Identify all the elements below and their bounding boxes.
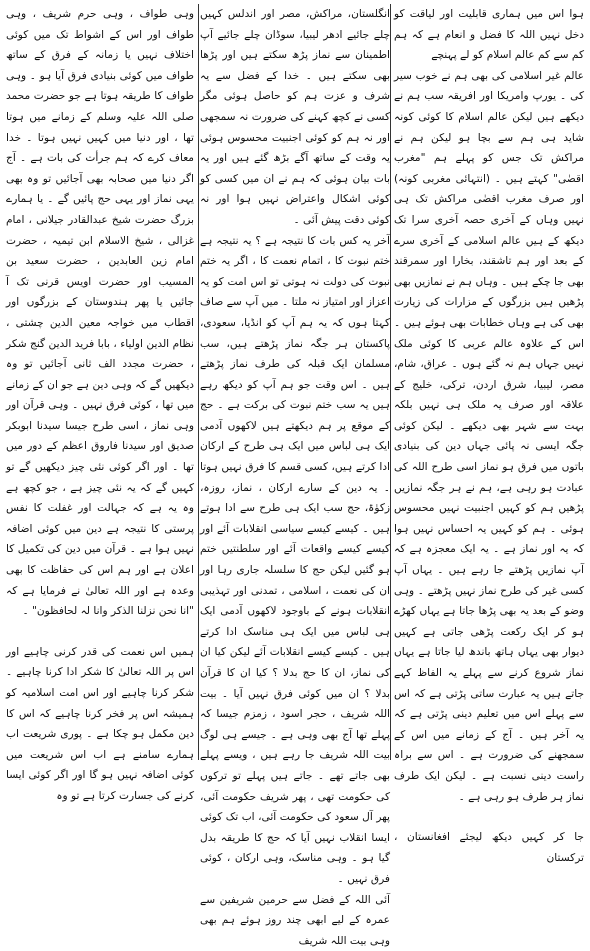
paragraph: ہوا اس میں ہماری قابلیت اور لیاقت کو دخل نہیں اللہ کا فضل و انعام ہے کہ ہم کم سے کم عالم اسلام کو لے پہنچے	[394, 8, 584, 62]
paragraph: آئی اللہ کے فضل سے حرمین شریفین سے عمرہ کے لیے ابھی چند روز ہوئے ہم بھی وہی بیت اللہ شریف	[200, 893, 390, 947]
paragraph: ہمیں اس نعمت کی قدر کرنی چاہیے اور اس پر اللہ تعالیٰ کا شکر ادا کرنا چاہیے ۔ شکر کرنا چاہیے اور اس امت اسلامیہ کو ہمیشہ اس پر فخر کرنا چاہیے کہ اس کا دین مکمل ہو چکا ہے ۔ پوری شریعت اب ہمارے سامنے ہے اب اس شریعت میں کوئی اضافہ نہیں ہو گا اور اگر کوئی ایسا کرنے کی جسارت کرتا ہے تو وہ	[6, 645, 194, 802]
column-divider	[390, 4, 391, 760]
column-divider	[198, 4, 199, 760]
text-column-right	[394, 4, 584, 864]
text-column-middle	[200, 4, 390, 947]
paragraph: آخر یہ کس بات کا نتیجہ ہے ؟ یہ نتیجہ ہے ختم نبوت کا ، اتمام نعمت کا ، اگر یہ ختم نبوت کی دولت نہ ہوتی تو اس امت کو یہ اعزاز اور امتیاز نہ ملتا ۔ میں آپ سے صاف کہتا ہوں کہ یہ ہم آپ کو انڈیا، سعودی، پاکستان ہر جگہ نماز پڑھتے ہیں، سب مسلمان ایک قبلہ کی طرف نماز پڑھتے ہیں ۔ اس وقت جو ہم آپ کو دیکھ رہے ہیں یہ سب ختم نبوت کی برکت ہے ۔ حج کے موقع پر ہم دیکھتے ہیں لاکھوں آدمی ایک ہی لباس میں ایک ہی طرح کے ارکان ادا کرتے ہیں، کسی قسم کا فرق نہیں ہوتا ۔ یہ دین کے سارے ارکان ، نماز، روزہ، زکوٰۃ، حج سب ایک ہی طرح سے ادا ہوتے ہیں ۔ کیسے کیسے سیاسی انقلابات آئے اور کیسے کیسے واقعات آئے اور سلطنتیں ختم ہو گئیں لیکن حج کا سلسلہ جاری رہا اور ان کی نعمت ، اسلامی ، تمدنی اور تہذیبی انقلابات ہونے کے باوجود لاکھوں آدمی ایک ہی لباس میں ایک ہی مناسک ادا کرتے ہیں ۔ کیسے کیسے انقلابات آئے لیکن کیا ان کی نماز، ان کا حج بدلا ؟ کیا ان کا قرآن بدلا ؟ ان میں کوئی فرق نہیں آیا ۔ بیت اللہ شریف ، حجر اسود ، زمزم جیسا کہ پہلے تھا آج بھی وہی ہے ۔ جیسے ہی لوگ بیت اللہ شریف جا رہے ہیں ، ویسے پہلے بھی جاتے تھے ۔ جاتے ہیں پہلے تو ترکوں کی حکومت تھی ، پھر شریف حکومت آئی، پھر آل سعود کی حکومت آئی، اب تک کوئی ایسا انقلاب نہیں آیا کہ حج کا طریقہ بدل گیا ہو ۔ وہی مناسک، وہی ارکان ، کوئی فرق نہیں ۔	[200, 234, 390, 885]
text-column-left	[6, 4, 194, 802]
paragraph: جا کر کہیں دیکھ لیجئے افغانستان ، ترکستان	[394, 831, 584, 864]
paragraph: انگلستان، مراکش، مصر اور اندلس کہیں چلے جائیے ادھر لیبیا، سوڈان چلے جائیے آپ اطمینان سے نماز پڑھ سکتے ہیں اور پڑھا بھی سکتے ہیں ۔ خدا کے فضل سے یہ شرف و عزت ہم کو حاصل ہوئی مگر کسی نے کچھ کہنے کی ضرورت نہ سمجھی اور نہ ہم کو کوئی اجنبیت محسوس ہوئی یہ وقت کے ساتھ آگے بڑھ گئے ہیں اور یہ بات بیان ہوئی کہ ہم نے ان میں کسی کو کوئی اشکال واعتراض نہیں ہوا اور نہ کوئی دقت پیش آئی ۔	[200, 8, 390, 226]
paragraph: عالم غیر اسلامی کی بھی ہم نے خوب سیر کی ۔ یورپ وامریکا اور افریقہ سب ہم نے دیکھے ہیں لیکن عالم اسلام کا کوئی کونہ شاید ہی ہم سے بچا ہو لیکن ہم نے مراکش تک جس کو پہلے ہم "مغرب اقصٰی" کہتے ہیں ۔ (انتہائی مغربی کونہ) اور صرف مغرب اقصٰی مراکش تک ہی نہیں وہاں کے آخری حصہ آخری سرا تک دیکھ کے ہیں عالم اسلامی کے آخری سرے کے بعد اور ہم تاشقند، بخارا اور سمرقند بھی جا چکے ہیں ۔ وہاں ہم نے نمازیں بھی پڑھیں ہیں بزرگوں کے مزارات کی زیارت بھی کی ہے وہاں خطابات بھی ہوئے ہیں ۔ اس کے علاوہ عالم عربی کا کوئی ملک نہیں جہاں ہم نہ گئے ہوں ۔ عراق، شام، مصر، لیبیا، شرق اردن، ترکی، خلیج کے علاقہ اور صرف یہ ملک ہی نہیں بلکہ بہت سے شہر بھی دیکھے ۔ لیکن کوئی جگہ ایسی نہ پائی جہاں دین کی بنیادی باتوں میں فرق ہو نماز اسی طرح اللہ کی عبادت ہو رہی ہے، ہم نے ہر جگہ نمازیں پڑھیں ہم کو کہیں اجنبیت نہیں محسوس ہوئی ۔ ہم کو کہیں یہ احساس نہیں ہوا کہ یہ اور نماز ہے ۔ یہ ایک معجزہ ہے کہ آپ نمازیں پڑھتے جا رہے ہیں ۔ یہاں آپ کسی غیر کی طرح نماز نہیں پڑھتے ۔ وہی وضو کے بعد یہ بھی پڑھا جاتا ہے یہاں کھڑے ہو کر ایک رکعت پڑھی جاتی ہے کہیں دیوار بھی یہاں ہاتھ باندھ لیا جاتا ہے یہاں نماز شروع کرنے سے پہلے یہ الفاظ کہے جاتے ہیں یہ عبارت ساتی پڑتی ہے کہ اس سے پہلے اس میں تعلیم دینی پڑتی ہے کہ یہ آخر ہیں ۔ آج کے زمانے میں اس کے سمجھنے کی ضرورت ہے ۔ اس سے براہ راست دینی نسبت ہے ۔ لیکن ایک طرف نماز ہر طرف ہو رہی ہے ۔	[394, 69, 584, 803]
paragraph: وہی طواف ، وہی حرم شریف ، وہی طواف اور اس کے اشواط تک میں کوئی اختلاف نہیں یا زمانہ کے فرق کے ساتھ طواف میں کوئی بنیادی فرق آیا ہو ۔ وہی طواف کا طریقہ ہوتا ہے جو حضرت محمد صلی اللہ علیہ وسلم کے زمانے میں ہوتا تھا ، اور دنیا میں کہیں نہیں ہوتا ۔ خدا معاف کرے کہ ہم جرأت کی بات ہے ۔ آج اگر دنیا میں صحابہ بھی آجائیں تو وہ بھی یہی نماز اور یہی حج پائیں گے ۔ یا ہمارے بزرگ حضرت شیخ عبدالقادر جیلانی ، امام غزالی ، شیخ الاسلام ابن تیمیہ ، حضرت امام زین العابدین ، حضرت سعید بن المسیب اور حضرت اویس قرنی تک آ جائیں یا پھر ہندوستان کے بزرگوں اور اقطاب میں خواجہ معین الدین چشتی ، نظام الدین اولیاء ، بابا فرید الدین گنج شکر ، حضرت مجدد الف ثانی آجائیں تو وہ دیکھیں گے کہ وہی دین ہے جو ان کے زمانے میں تھا ، کوئی فرق نہیں ۔ وہی قرآن اور وہی نماز ، اسی طرح جیسا سیدنا ابوبکر صدیق اور سیدنا فاروق اعظم کے دور میں تھا ۔ اور اگر کوئی نئی چیز دیکھیں گے تو کہیں گے کہ یہ نئی چیز ہے ، جو کچھ ہے وہ یہ ہے کہ جہالت اور غفلت کا نفس پرستی کا نتیجہ ہے دین میں کوئی اضافہ نہیں ہوا ہے ۔ قرآن میں دین کی تکمیل کا اعلان ہے اور ہم اس کی حفاظت کا بھی وعدہ ہے اور اللہ تعالیٰ نے فرمایا ہے کہ "انا نحن نزلنا الذکر وانا لہ لحافظون" ۔	[6, 8, 194, 618]
